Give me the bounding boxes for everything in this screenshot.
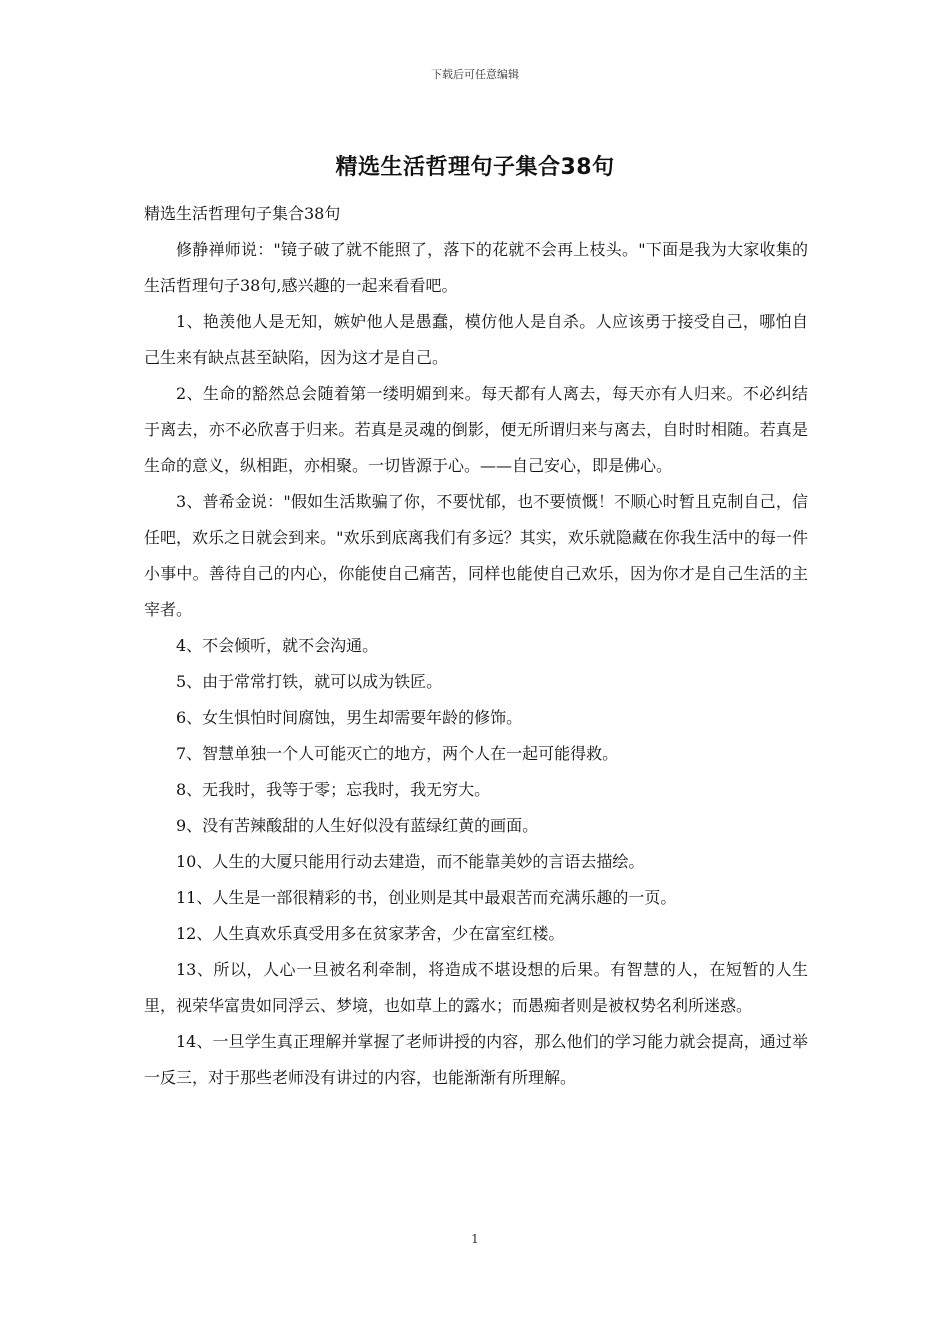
quote-paragraph-14: 14、一旦学生真正理解并掌握了老师讲授的内容，那么他们的学习能力就会提高，通过举一反三，对于那些老师没有讲过的内容，也能渐渐有所理解。: [144, 1032, 808, 1087]
quote-paragraph-8: 8、无我时，我等于零；忘我时，我无穷大。: [176, 780, 491, 799]
document-body: [144, 196, 808, 1096]
quote-paragraph-9: 9、没有苦辣酸甜的人生好似没有蓝绿红黄的画面。: [176, 816, 539, 835]
quote-paragraph-4: 4、不会倾听，就不会沟通。: [176, 636, 379, 655]
quote-paragraph-5: 5、由于常常打铁，就可以成为铁匠。: [176, 672, 443, 691]
document-title: 精选生活哲理句子集合38句: [335, 155, 615, 180]
quote-paragraph-10: 10、人生的大厦只能用行动去建造，而不能靠美妙的言语去描绘。: [176, 852, 645, 871]
quote-paragraph-12: 12、人生真欢乐真受用多在贫家茅舍，少在富室红楼。: [176, 924, 565, 943]
intro-paragraph: 修静禅师说："镜子破了就不能照了，落下的花就不会再上枝头。"下面是我为大家收集的生活哲理句子38句,感兴趣的一起来看看吧。: [144, 240, 808, 295]
quote-paragraph-2: 2、生命的豁然总会随着第一缕明媚到来。每天都有人离去，每天亦有人归来。不必纠结于离去，亦不必欣喜于归来。若真是灵魂的倒影，便无所谓归来与离去，自时时相随。若真是生命的意义，纵相距，亦相聚。一切皆源于心。——自己安心，即是佛心。: [144, 384, 808, 475]
page-number: 1: [471, 1232, 479, 1246]
quote-paragraph-3: 3、普希金说："假如生活欺骗了你，不要忧郁，也不要愤慨！不顺心时暂且克制自己，信任吧，欢乐之日就会到来。"欢乐到底离我们有多远？其实，欢乐就隐藏在你我生活中的每一件小事中。善待自己的内心，你能使自己痛苦，同样也能使自己欢乐，因为你才是自己生活的主宰者。: [144, 492, 808, 619]
document-subtitle: 精选生活哲理句子集合38句: [144, 204, 341, 223]
page-header-note: 下载后可任意编辑: [431, 68, 519, 81]
quote-paragraph-7: 7、智慧单独一个人可能灭亡的地方，两个人在一起可能得救。: [176, 744, 619, 763]
quote-paragraph-13: 13、所以，人心一旦被名利牵制，将造成不堪设想的后果。有智慧的人，在短暂的人生里，视荣华富贵如同浮云、梦境，也如草上的露水；而愚痴者则是被权势名利所迷惑。: [144, 960, 808, 1015]
quote-paragraph-11: 11、人生是一部很精彩的书，创业则是其中最艰苦而充满乐趣的一页。: [176, 888, 677, 907]
quote-paragraph-6: 6、女生惧怕时间腐蚀，男生却需要年龄的修饰。: [176, 708, 523, 727]
quote-paragraph-1: 1、艳羡他人是无知，嫉妒他人是愚蠢，模仿他人是自杀。人应该勇于接受自己，哪怕自己生来有缺点甚至缺陷，因为这才是自己。: [144, 312, 808, 367]
